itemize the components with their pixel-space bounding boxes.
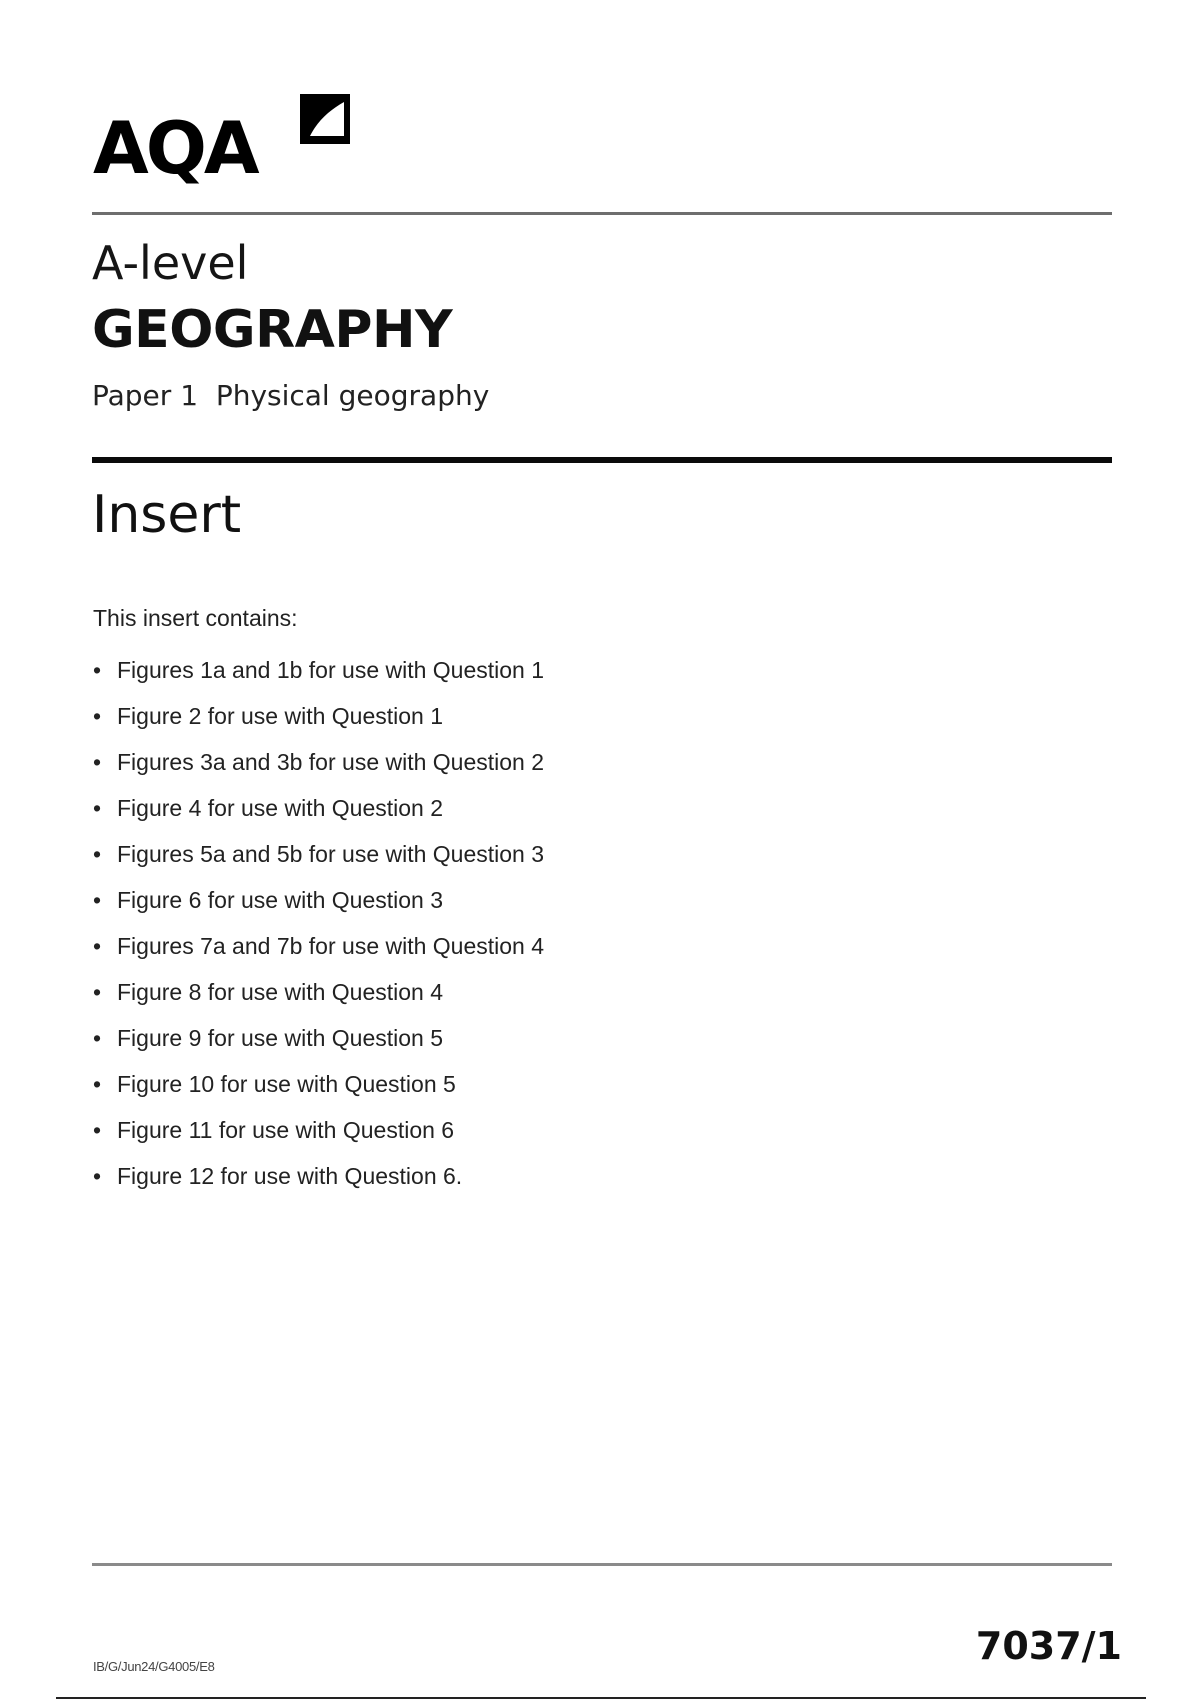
list-item xyxy=(93,1163,544,1209)
bullet-icon: • xyxy=(93,887,102,913)
insert-heading: Insert xyxy=(92,485,242,545)
list-item xyxy=(93,841,544,887)
header-divider xyxy=(92,212,1112,215)
title-divider xyxy=(92,457,1112,463)
bullet-icon: • xyxy=(93,1071,102,1097)
bullet-icon: • xyxy=(93,1025,102,1051)
list-item xyxy=(93,1025,544,1071)
list-item-text: Figures 5a and 5b for use with Question 3 xyxy=(117,841,545,867)
list-item xyxy=(93,657,544,703)
footer-divider xyxy=(92,1563,1112,1566)
bullet-icon: • xyxy=(93,703,102,729)
paper-title: Paper 1 Physical geography xyxy=(92,379,490,412)
list-item xyxy=(93,1117,544,1163)
aqa-logo xyxy=(93,92,257,190)
bullet-icon: • xyxy=(93,933,102,959)
list-item-text: Figure 12 for use with Question 6. xyxy=(117,1163,463,1189)
list-item xyxy=(93,979,544,1025)
bullet-icon: • xyxy=(93,1163,102,1189)
list-item xyxy=(93,749,544,795)
list-item-text: Figure 11 for use with Question 6 xyxy=(117,1117,455,1143)
list-item xyxy=(93,887,544,933)
list-item-text: Figure 8 for use with Question 4 xyxy=(117,979,443,1005)
bullet-icon: • xyxy=(93,1117,102,1143)
bullet-icon: • xyxy=(93,979,102,1005)
bullet-icon: • xyxy=(93,841,102,867)
reference-code: IB/G/Jun24/G4005/E8 xyxy=(93,1659,215,1674)
bullet-icon: • xyxy=(93,749,102,775)
aqa-tick-mark-icon xyxy=(296,90,354,148)
bullet-icon: • xyxy=(93,657,102,683)
contents-list xyxy=(93,657,544,1209)
contents-intro: This insert contains: xyxy=(93,605,298,631)
list-item-text: Figure 6 for use with Question 3 xyxy=(117,887,443,913)
list-item-text: Figure 4 for use with Question 2 xyxy=(117,795,443,821)
qualification-level: A-level xyxy=(92,236,249,290)
list-item-text: Figure 10 for use with Question 5 xyxy=(117,1071,456,1097)
list-item-text: Figures 7a and 7b for use with Question 4 xyxy=(117,933,545,959)
list-item xyxy=(93,795,544,841)
list-item-text: Figure 2 for use with Question 1 xyxy=(117,703,443,729)
list-item xyxy=(93,1071,544,1117)
list-item xyxy=(93,933,544,979)
paper-code: 7037/1 xyxy=(975,1624,1122,1668)
list-item-text: Figures 3a and 3b for use with Question 2 xyxy=(117,749,545,775)
subject-title: GEOGRAPHY xyxy=(92,300,453,360)
list-item-text: Figures 1a and 1b for use with Question 1 xyxy=(117,657,545,683)
list-item-text: Figure 9 for use with Question 5 xyxy=(117,1025,443,1051)
page-bottom-edge xyxy=(56,1697,1146,1699)
bullet-icon: • xyxy=(93,795,102,821)
list-item xyxy=(93,703,544,749)
logo-wordmark: AQA xyxy=(93,106,257,190)
